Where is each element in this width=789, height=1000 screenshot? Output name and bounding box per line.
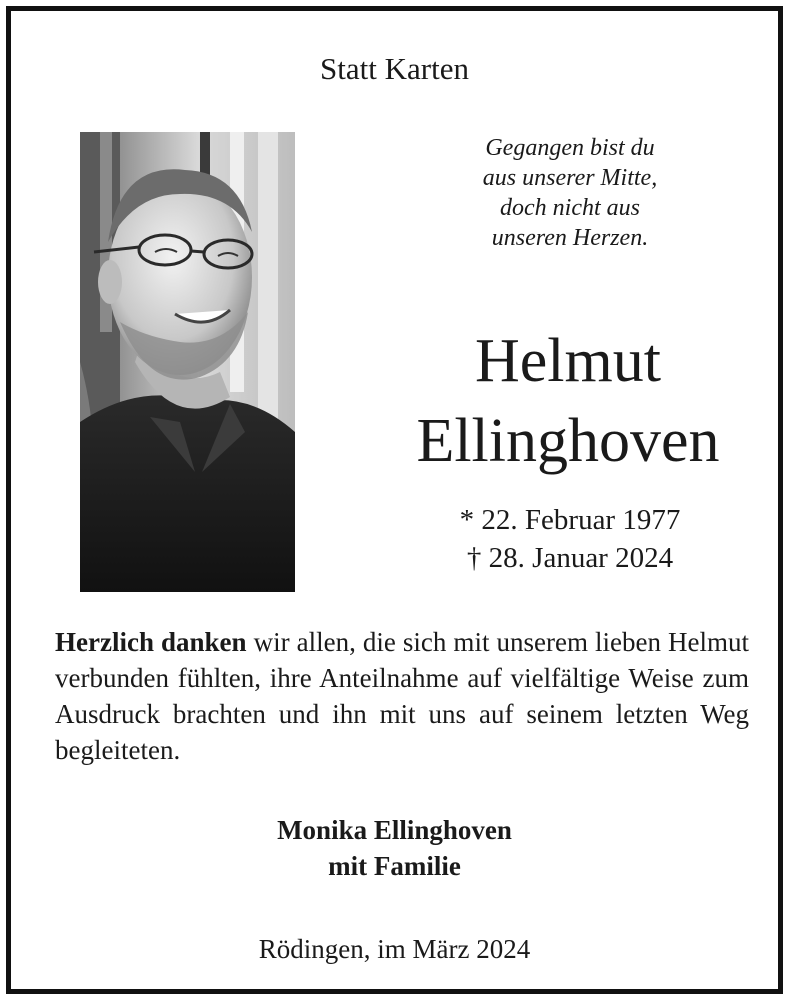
signature-family: mit Familie xyxy=(328,851,461,881)
thanks-body: wir allen, die sich mit unserem lieben Helmut verbunden fühlten, ihre Anteilnahme auf vielfältige Weise zum Ausdruck brachten und ihn mit uns auf seinem letzten Weg begleiteten. xyxy=(55,627,749,765)
header-statt-karten: Statt Karten xyxy=(320,51,469,86)
quote-line: doch nicht aus xyxy=(500,195,640,221)
quote-line: Gegangen bist du xyxy=(485,135,655,161)
quote-line: unseren Herzen. xyxy=(491,225,649,251)
memorial-quote xyxy=(405,133,735,253)
notice-frame xyxy=(6,6,783,994)
thanks-paragraph xyxy=(55,624,749,768)
signature-name: Monika Ellinghoven xyxy=(277,815,512,845)
quote-line: aus unserer Mitte, xyxy=(482,165,658,191)
place-date: Rödingen, im März 2024 xyxy=(258,934,531,964)
birth-date: * 22. Februar 1977 xyxy=(459,504,681,536)
portrait-photo xyxy=(80,132,295,592)
first-name: Helmut xyxy=(475,327,661,395)
thanks-lead: Herzlich danken xyxy=(55,627,247,657)
deceased-name xyxy=(373,321,763,481)
death-date: † 28. Januar 2024 xyxy=(466,542,674,574)
signature xyxy=(11,812,778,884)
last-name: Ellinghoven xyxy=(416,407,720,475)
life-dates xyxy=(405,501,735,577)
